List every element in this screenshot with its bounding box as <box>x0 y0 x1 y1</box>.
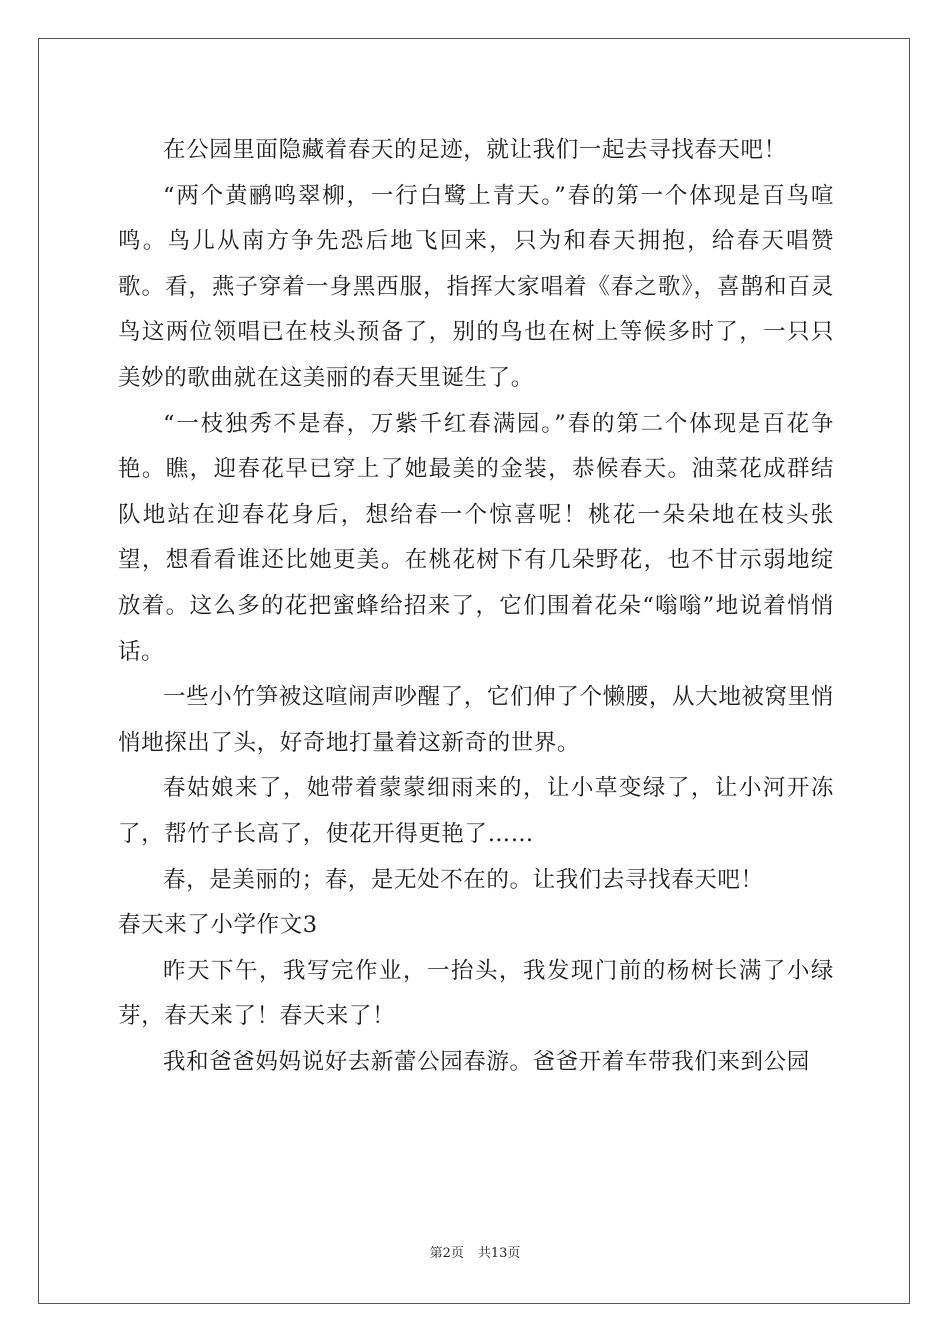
paragraph: 春，是美丽的；春，是无处不在的。让我们去寻找春天吧！ <box>163 866 764 893</box>
paragraph: 春姑娘来了，她带着蒙蒙细雨来的，让小草变绿了，让小河开冻了，帮竹子长高了，使花开得更艳了…… <box>118 775 834 847</box>
paragraph: 在公园里面隐藏着春天的足迹，就让我们一起去寻找春天吧！ <box>163 137 787 163</box>
document-body <box>118 128 834 1085</box>
page-total: 共13页 <box>477 1246 521 1261</box>
paragraph: 昨天下午，我写完作业，一抬头，我发现门前的杨树长满了小绿芽，春天来了！春天来了！ <box>118 957 834 1030</box>
paragraph: “两个黄鹂鸣翠柳，一行白鹭上青天。”春的第一个体现是百鸟喧鸣。鸟儿从南方争先恐后地飞回来，只为和春天拥抱，给春天唱赞歌。看，燕子穿着一身黑西服，指挥大家唱着《春之歌》，喜鹊和百灵鸟这两位领唱已在枝头预备了，别的鸟也在树上等候多时了，一只只美妙的歌曲就在这美丽的春天里诞生了。 <box>118 182 834 391</box>
page-number: 第2页 <box>429 1246 464 1261</box>
paragraph: 我和爸爸妈妈说好去新蕾公园春游。爸爸开着车带我们来到公园 <box>163 1048 810 1075</box>
paragraph: “一枝独秀不是春，万紫千红春满园。”春的第二个体现是百花争艳。瞧，迎春花早已穿上了她最美的金装，恭候春天。油菜花成群结队地站在迎春花身后，想给春一个惊喜呢！桃花一朵朵地在枝头张望，想看看谁还比她更美。在桃花树下有几朵野花，也不甘示弱地绽放着。这么多的花把蜜蜂给招来了，它们围着花朵“嗡嗡”地说着悄悄话。 <box>118 410 834 665</box>
section-heading: 春天来了小学作文3 <box>118 912 318 939</box>
paragraph: 一些小竹笋被这喧闹声吵醒了，它们伸了个懒腰，从大地被窝里悄悄地探出了头，好奇地打量着这新奇的世界。 <box>118 684 834 756</box>
page-footer <box>0 1245 950 1263</box>
